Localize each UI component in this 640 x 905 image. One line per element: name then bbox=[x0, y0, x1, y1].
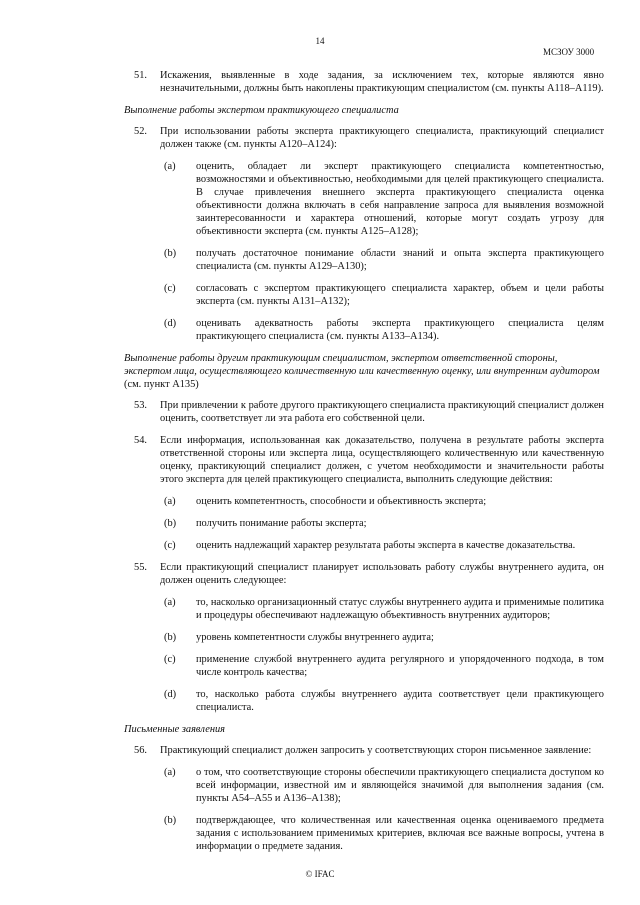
list-item-letter: (b) bbox=[164, 815, 177, 826]
list-item bbox=[124, 653, 604, 679]
list-item bbox=[124, 766, 604, 805]
document-body bbox=[124, 69, 604, 862]
list-item bbox=[124, 517, 604, 530]
list-item-text: уровень компетентности службы внутреннего аудита; bbox=[196, 632, 434, 643]
paragraph-54 bbox=[124, 434, 604, 486]
list-item-letter: (b) bbox=[164, 248, 177, 259]
copyright-footer: © IFAC bbox=[305, 869, 335, 879]
paragraph-text: При привлечении к работе другого практикующего специалиста практикующий специалист должен оценить, соответствует ли эта работа его собственной цели. bbox=[160, 400, 604, 424]
paragraph-52 bbox=[124, 125, 604, 151]
list-item-text: оценить, обладает ли эксперт практикующего специалиста компетентностью, возможностями и объективностью, необходимыми для целей практикующего специалиста. В случае привлечения внешнего эксперта практикующего специалиста оценка объективности должна включать в себя направление запроса для выявления возможной заинтересованности и характера отношений, которые могут создать угрозу для объективности эксперта (см. пункты A125–A128); bbox=[196, 161, 604, 237]
list-item-text: то, насколько организационный статус службы внутреннего аудита и применимые политика и процедуры обеспечивают надлежащую объективность внутренних аудиторов; bbox=[196, 597, 604, 621]
list-item-text: оценивать адекватность работы эксперта практикующего специалиста целям практикующего специалиста (см. пункты A133–A134). bbox=[196, 318, 604, 342]
section-heading-other-practitioner bbox=[124, 352, 604, 391]
list-item bbox=[124, 631, 604, 644]
list-item-letter: (d) bbox=[164, 318, 177, 329]
paragraph-number: 56. bbox=[134, 745, 147, 756]
list-item-letter: (b) bbox=[164, 632, 177, 643]
page-number: 14 bbox=[315, 36, 325, 46]
paragraph-56 bbox=[124, 744, 604, 757]
paragraph-text: Практикующий специалист должен запросить у соответствующих сторон письменное заявление: bbox=[160, 745, 592, 756]
list-item bbox=[124, 814, 604, 853]
document-code: МСЗОУ 3000 bbox=[543, 47, 595, 57]
list-item-letter: (a) bbox=[164, 161, 176, 172]
paragraph-53 bbox=[124, 399, 604, 425]
list-item-letter: (c) bbox=[164, 654, 176, 665]
list-item bbox=[124, 160, 604, 238]
paragraph-text: При использовании работы эксперта практикующего специалиста, практикующий специалист должен также (см. пункты A120–A124): bbox=[160, 126, 604, 150]
paragraph-text: Если информация, использованная как доказательство, получена в результате работы эксперта ответственной стороны или эксперта лица, осуществляющего количественную или качественную оценку, практикующий специалист должен, с учетом необходимости и значительности работы этого эксперта для целей практикующего специалиста, выполнить следующие действия: bbox=[160, 435, 604, 485]
list-item-text: о том, что соответствующие стороны обеспечили практикующего специалиста доступом ко всей информации, известной им и являющейся значимой для выполнения задания (см. пункты A54–A55 и A136–A138); bbox=[196, 767, 604, 804]
paragraph-number: 51. bbox=[134, 70, 147, 81]
list-item bbox=[124, 495, 604, 508]
list-item-text: подтверждающее, что количественная или качественная оценка оцениваемого предмета задания с использованием применимых критериев, включая все важные вопросы, учтена в информации о предмете задания. bbox=[196, 815, 604, 852]
paragraph-number: 53. bbox=[134, 400, 147, 411]
paragraph-text: Если практикующий специалист планирует использовать работу службы внутреннего аудита, он должен оценить следующее: bbox=[160, 562, 604, 586]
paragraph-number: 52. bbox=[134, 126, 147, 137]
list-item-text: получить понимание работы эксперта; bbox=[196, 518, 367, 529]
list-item bbox=[124, 596, 604, 622]
paragraph-number: 54. bbox=[134, 435, 147, 446]
paragraph-text: Искажения, выявленные в ходе задания, за исключением тех, которые являются явно незначительными, должны быть накоплены практикующим специалистом (см. пункты A118–A119). bbox=[160, 70, 604, 94]
paragraph-51 bbox=[124, 69, 604, 95]
heading-italic-text: Выполнение работы другим практикующим специалистом, экспертом ответственной стороны, экспертом лица, осуществляющего количественную или качественную оценку, или внутренним аудитором bbox=[124, 353, 600, 377]
list-item-letter: (b) bbox=[164, 518, 177, 529]
list-item bbox=[124, 317, 604, 343]
list-item bbox=[124, 282, 604, 308]
list-item-letter: (c) bbox=[164, 283, 176, 294]
list-item-text: получать достаточное понимание области знаний и опыта эксперта практикующего специалиста (см. пункты A129–A130); bbox=[196, 248, 604, 272]
list-item-letter: (a) bbox=[164, 597, 176, 608]
list-item bbox=[124, 688, 604, 714]
list-item-letter: (d) bbox=[164, 689, 177, 700]
list-item-text: оценить надлежащий характер результата работы эксперта в качестве доказательства. bbox=[196, 540, 576, 551]
paragraph-number: 55. bbox=[134, 562, 147, 573]
list-item-text: то, насколько работа службы внутреннего аудита соответствует цели практикующего специалиста. bbox=[196, 689, 604, 713]
list-item-text: оценить компетентность, способности и объективность эксперта; bbox=[196, 496, 487, 507]
paragraph-55 bbox=[124, 561, 604, 587]
section-heading-expert: Выполнение работы экспертом практикующего специалиста bbox=[124, 105, 399, 116]
list-item-letter: (a) bbox=[164, 496, 176, 507]
section-heading-written-representations: Письменные заявления bbox=[124, 724, 226, 735]
heading-reference: (см. пункт A135) bbox=[124, 379, 199, 390]
list-item-letter: (a) bbox=[164, 767, 176, 778]
list-item-letter: (c) bbox=[164, 540, 176, 551]
list-item bbox=[124, 247, 604, 273]
list-item-text: согласовать с экспертом практикующего специалиста характер, объем и цели работы эксперта (см. пункты A131–A132); bbox=[196, 283, 604, 307]
list-item bbox=[124, 539, 604, 552]
list-item-text: применение службой внутреннего аудита регулярного и упорядоченного подхода, в том числе контроль качества; bbox=[196, 654, 604, 678]
